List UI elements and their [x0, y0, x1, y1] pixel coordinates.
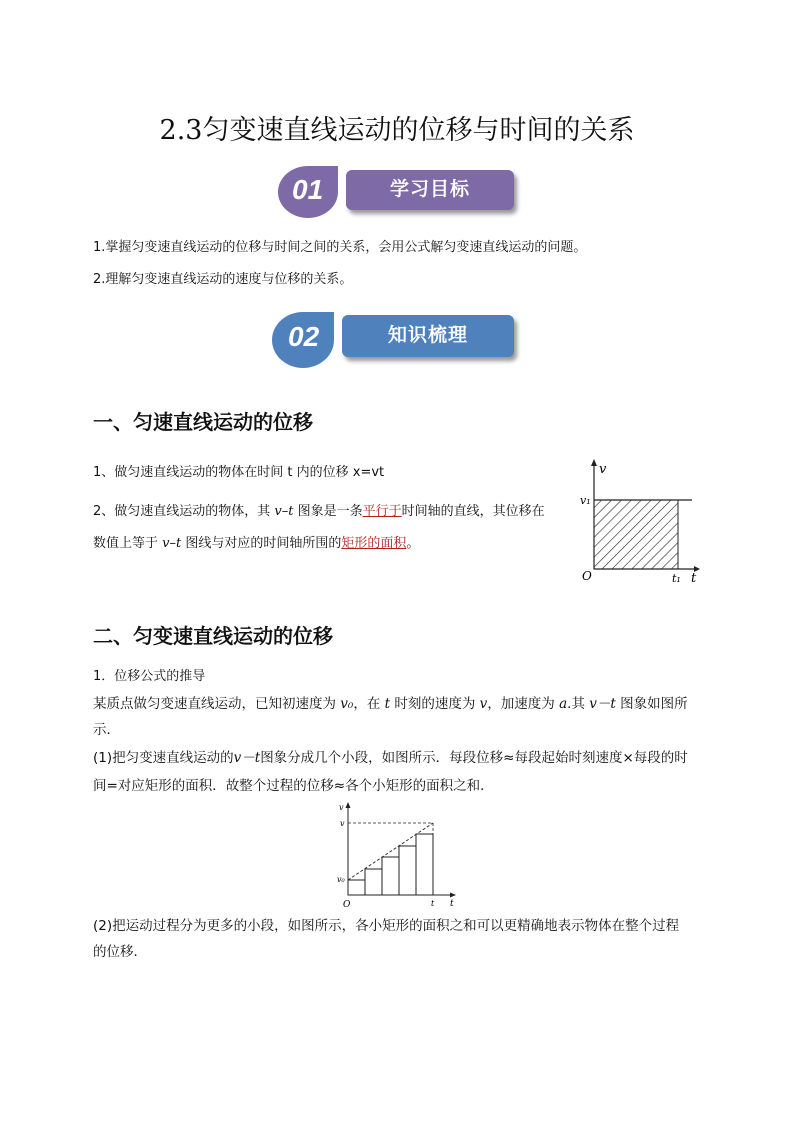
part2-line-6: 的位移．: [93, 944, 147, 960]
part2-line-2: 示．: [93, 722, 120, 738]
uniform-vt-graph: [574, 458, 704, 586]
origin-label: O: [582, 569, 592, 583]
v-axis-arrow: [346, 802, 351, 808]
v-axis-label: v: [339, 803, 344, 812]
section-label-bar: [346, 170, 514, 210]
t-axis-label: t: [450, 899, 454, 909]
section-badge-goals: [276, 164, 520, 220]
highlight-rect-area: 矩形的面积: [341, 536, 407, 551]
goal-1: 1.掌握匀变速直线运动的位移与时间之间的关系，会用公式解匀变速直线运动的问题。: [93, 240, 587, 255]
part2-line-1: 某质点做匀变速直线运动，已知初速度为 v₀，在 t 时刻的速度为 v，加速度为 a.其 v－t 图象如图所: [93, 696, 688, 712]
vt-dashed-line: [348, 823, 433, 880]
section-badge-knowledge: [270, 310, 522, 370]
step-rect: [365, 869, 382, 895]
v1-label: v₁: [580, 494, 591, 507]
part1-heading: 一、匀速直线运动的位移: [93, 410, 313, 434]
part2-line-5: (2)把运动过程分为更多的小段，如图所示，各小矩形的面积之和可以更精确地表示物体在整个过程: [93, 918, 680, 934]
part1-paragraph-2: 2、做匀速直线运动的物体，其 v–t 图象是一条平行于时间轴的直线，其位移在: [93, 504, 545, 519]
displacement-area: [594, 500, 678, 569]
highlight-parallel: 平行于: [362, 504, 402, 519]
step-rect: [382, 857, 399, 895]
section-number: 02: [288, 321, 320, 352]
stepped-vt-graph: [334, 800, 462, 912]
page-title: 2.3匀变速直线运动的位移与时间的关系: [159, 115, 635, 146]
t1-label: t₁: [672, 572, 681, 585]
part2-heading: 二、匀变速直线运动的位移: [93, 624, 333, 648]
goal-2: 2.理解匀变速直线运动的速度与位移的关系。: [93, 272, 353, 287]
section-label: 学习目标: [389, 178, 470, 200]
section-label: 知识梳理: [387, 324, 468, 346]
part1-paragraph-3: 数值上等于 v–t 图线与对应的时间轴所围的矩形的面积。: [93, 536, 420, 551]
part2-line-3: (1)把匀变速直线运动的v－t图象分成几个小段，如图所示．每段位移≈每段起始时刻速度×每段的时: [93, 750, 688, 766]
v-axis-arrow: [591, 459, 597, 466]
step-rect: [416, 834, 433, 895]
step-rect: [399, 846, 416, 895]
origin-label: O: [343, 900, 351, 910]
part1-paragraph-1: 1、做匀速直线运动的物体在时间 t 内的位移 x=vt: [93, 465, 385, 480]
t-axis-label: t: [691, 571, 697, 586]
part2-subheading: 1．位移公式的推导: [93, 669, 206, 684]
v-axis-label: v: [599, 462, 607, 477]
section-number: 01: [292, 174, 324, 205]
step-rect: [348, 880, 365, 895]
t-axis-arrow: [450, 893, 456, 898]
part2-line-4: 间=对应矩形的面积．故整个过程的位移≈各个小矩形的面积之和．: [93, 778, 494, 794]
v0-label: v₀: [337, 875, 345, 884]
v-label: v: [340, 819, 345, 828]
section-label-bar: [342, 315, 514, 357]
t-label: t: [431, 899, 435, 908]
